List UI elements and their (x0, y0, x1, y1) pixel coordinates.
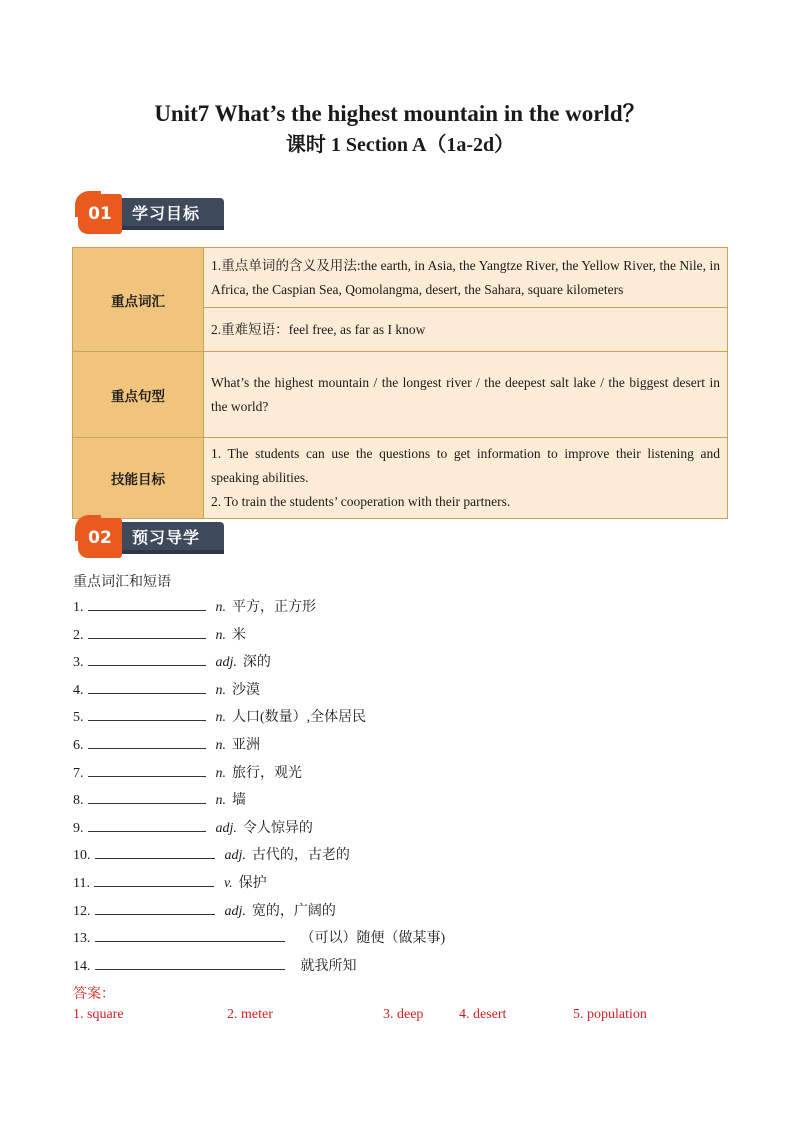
item-number: 6. (73, 738, 84, 753)
vocab-exercise-item (73, 817, 313, 837)
item-number: 4. (73, 682, 84, 698)
vocab-exercise-item (73, 706, 366, 726)
item-number: 9. (73, 820, 84, 836)
item-number: 12. (73, 903, 91, 919)
vocab-exercise-item (73, 900, 336, 920)
answer-blank[interactable] (88, 626, 206, 639)
skill-header: 技能目标 (73, 438, 204, 519)
answer-blank[interactable] (88, 681, 206, 694)
part-of-speech: n. (215, 765, 226, 781)
page-subtitle: 课时 1 Section A（1a-2d） (285, 134, 515, 156)
item-number: 3. (73, 655, 84, 671)
item-number: 2. (73, 627, 84, 643)
item-number: 1. (73, 600, 84, 615)
answer-item: 5. population (573, 1007, 647, 1022)
item-meaning: 平方，正方形 (232, 600, 316, 615)
item-number: 14. (73, 958, 91, 974)
answer-blank[interactable] (95, 929, 285, 942)
part-of-speech: adj. (224, 903, 246, 919)
answer-blank[interactable] (95, 957, 285, 970)
answer-blank[interactable] (88, 764, 206, 777)
answer-blank[interactable] (95, 902, 215, 915)
vocab-exercise-item (73, 651, 271, 671)
part-of-speech: n. (215, 682, 226, 698)
part-of-speech: n. (215, 738, 226, 753)
part-of-speech: v. (223, 876, 233, 891)
item-meaning: （可以）随便（做某事) (300, 931, 446, 947)
answer-blank[interactable] (88, 598, 206, 611)
section-badge-goals (78, 194, 224, 234)
exercise-heading: 重点词汇和短语 (73, 575, 171, 590)
item-meaning: 深的 (242, 655, 271, 671)
section-number: 01 (78, 194, 122, 234)
item-number: 13. (73, 931, 91, 947)
vocab-exercise-item (73, 762, 302, 782)
section-badge-preview (78, 518, 224, 558)
answer-label: 答案： (73, 987, 115, 1002)
vocab-exercise-item (73, 844, 350, 864)
goals-table (72, 247, 728, 519)
item-meaning: 宽的，广阔的 (251, 903, 336, 919)
item-meaning: 沙漠 (232, 682, 260, 698)
answer-item: 3. deep (383, 1007, 424, 1022)
item-number: 5. (73, 710, 84, 726)
item-number: 7. (73, 765, 84, 781)
skill-item-1: 1. The students can use the questions to get information to improve their listening and speaking abilities. (211, 446, 720, 485)
part-of-speech: n. (215, 710, 226, 726)
section-number: 02 (78, 518, 122, 558)
page-title: Unit7 What’s the highest mountain in the world？ (154, 101, 646, 126)
vocab-exercise-item (73, 789, 246, 809)
answer-blank[interactable] (88, 791, 206, 804)
item-meaning: 米 (232, 627, 246, 643)
item-meaning: 就我所知 (300, 958, 357, 974)
part-of-speech: n. (215, 793, 226, 809)
skill-item-2: 2. To train the students’ cooperation with their partners. (211, 494, 511, 509)
answer-blank[interactable] (88, 819, 206, 832)
item-meaning: 旅行，观光 (232, 765, 302, 781)
item-number: 10. (73, 848, 91, 864)
vocab-header: 重点词汇 (73, 248, 204, 352)
item-meaning: 令人惊异的 (242, 820, 313, 836)
answer-blank[interactable] (88, 708, 206, 721)
answer-item: 2. meter (227, 1007, 273, 1022)
answer-blank[interactable] (95, 846, 215, 859)
section-label: 学习目标 (132, 204, 201, 223)
vocab-exercise-item (73, 927, 445, 947)
item-meaning: 人口(数量）,全体居民 (232, 710, 367, 726)
vocab-exercise-item (73, 734, 260, 754)
vocab-exercise-item (73, 679, 260, 699)
vocab-exercise-item (73, 955, 357, 975)
item-meaning: 墙 (232, 793, 246, 809)
vocab-exercise-item (73, 872, 267, 892)
item-number: 11. (73, 876, 90, 891)
answer-blank[interactable] (88, 653, 206, 666)
item-meaning: 古代的，古老的 (251, 848, 350, 864)
part-of-speech: n. (215, 600, 226, 615)
part-of-speech: adj. (215, 655, 237, 671)
item-meaning: 亚洲 (232, 738, 260, 753)
vocab-exercise-item (73, 596, 316, 616)
answer-blank[interactable] (88, 736, 206, 749)
section-label: 预习导学 (132, 528, 201, 547)
vocab-cell-2: 2.重难短语：feel free, as far as I know (204, 308, 728, 352)
item-meaning: 保护 (238, 876, 267, 891)
vocab-cell-1: 1.重点单词的含义及用法:the earth, in Asia, the Yangtze River, the Yellow River, the Nile, in Africa, the Caspian Sea, Qomolangma, desert, the Sahara, square kilometers (204, 248, 728, 308)
part-of-speech: n. (215, 627, 226, 643)
part-of-speech: adj. (215, 820, 237, 836)
skill-cell (204, 438, 728, 519)
part-of-speech: adj. (224, 848, 246, 864)
vocab-exercise-item (73, 624, 246, 644)
answer-item: 1. square (73, 1007, 124, 1022)
sentence-cell: What’s the highest mountain / the longest river / the deepest salt lake / the biggest desert in the world? (204, 352, 728, 438)
item-number: 8. (73, 793, 84, 809)
answer-blank[interactable] (94, 874, 214, 887)
answer-item: 4. desert (459, 1007, 507, 1022)
sentence-header: 重点句型 (73, 352, 204, 438)
